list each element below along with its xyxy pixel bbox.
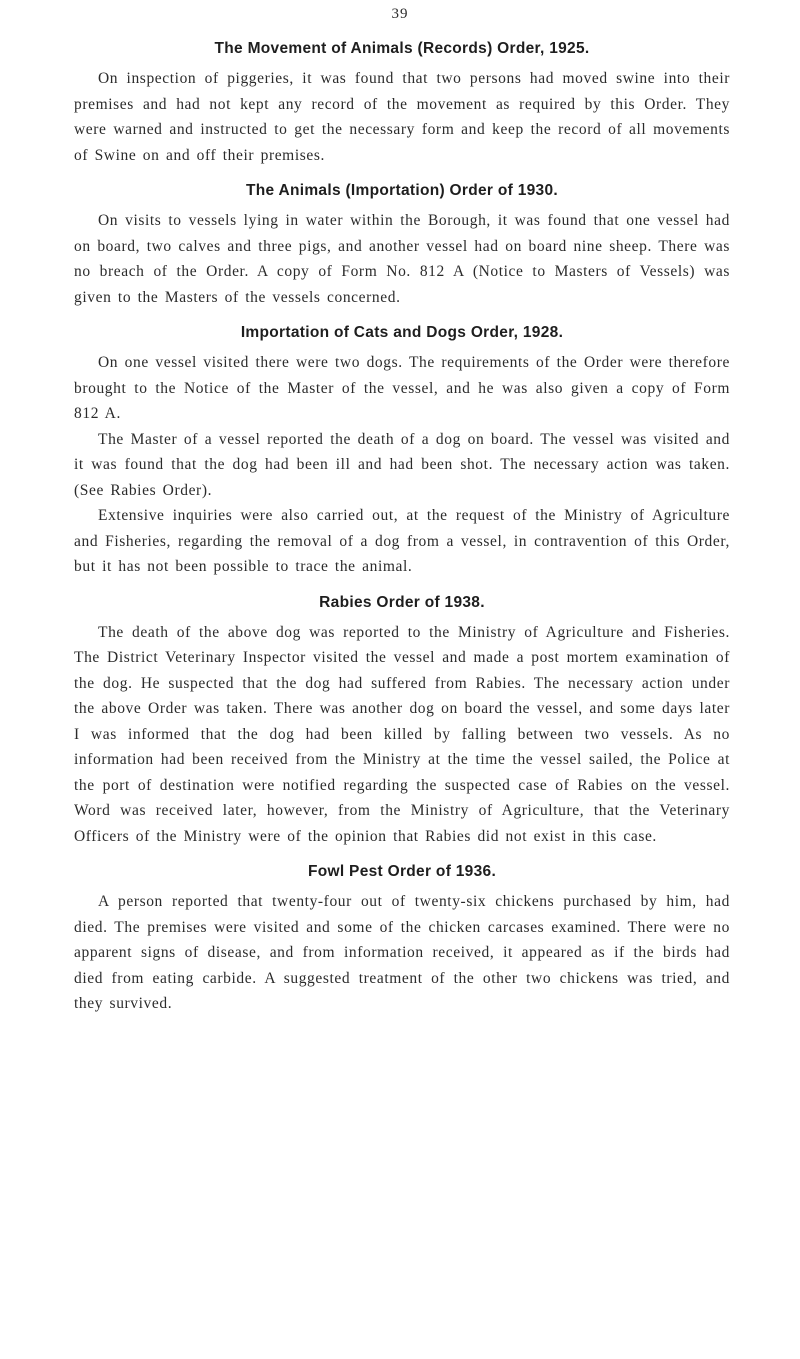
paragraph: A person reported that twenty-four out of twenty-six chickens purchased by him, had died. The premises were visited and some of the chicken carcases examined. There were no apparent signs of disease, and from information received, it appeared as if the birds had died from eating carbide. A suggested treatment of the other two chickens was tried, and they survived.	[74, 893, 730, 1012]
page-number: 39	[391, 6, 409, 22]
document-body	[74, 40, 730, 1017]
section-heading: The Movement of Animals (Records) Order, 1925.	[214, 40, 590, 57]
section-rabies-order	[74, 594, 730, 850]
section-movement-of-animals	[74, 40, 730, 168]
paragraph: On inspection of piggeries, it was found that two persons had moved swine into their premises and had not kept any record of the movement as required by this Order. They were warned and instructed to get the necessary form and keep the record of all movements of Swine on and off their premises.	[74, 70, 730, 164]
section-heading: Rabies Order of 1938.	[319, 593, 485, 611]
paragraph: The Master of a vessel reported the death of a dog on board. The vessel was visited and it was found that the dog had been ill and had been shot. The necessary action was taken. (See Rabies Order).	[74, 430, 730, 499]
paragraph: The death of the above dog was reported to the Ministry of Agriculture and Fisheries. The District Veterinary Inspector visited the vessel and made a post mortem examination of the dog. He suspected that the dog had suffered from Rabies. The necessary action under the above Order was taken. There was another dog on board the vessel, and some days later I was informed that the dog had been killed by falling between two vessels. As no information had been received from the Ministry at the time the vessel sailed, the Police at the port of destination were notified regarding the suspected case of Rabies on the vessel. Word was received later, however, from the Ministry of Agriculture, that the Veterinary Officers of the Ministry were of the opinion that Rabies did not exist in this case.	[74, 623, 730, 845]
paragraph: Extensive inquiries were also carried out, at the request of the Ministry of Agriculture and Fisheries, regarding the removal of a dog from a vessel, in contravention of this Order, but it has not been possible to trace the animal.	[74, 507, 730, 575]
section-animals-importation	[74, 182, 730, 310]
section-cats-and-dogs	[74, 324, 730, 580]
section-heading: The Animals (Importation) Order of 1930.	[245, 182, 558, 199]
paragraph: On one vessel visited there were two dogs. The requirements of the Order were therefore brought to the Notice of the Master of the vessel, and he was also given a copy of Form 812 A.	[74, 354, 730, 422]
section-heading: Importation of Cats and Dogs Order, 1928.	[240, 324, 564, 341]
section-heading: Fowl Pest Order of 1936.	[307, 863, 497, 880]
section-fowl-pest	[74, 863, 730, 1017]
paragraph: On visits to vessels lying in water within the Borough, it was found that one vessel had on board, two calves and three pigs, and another vessel had on board nine sheep. There was no breach of the Order. A copy of Form No. 812 A (Notice to Masters of Vessels) was given to the Masters of the vessels concerned.	[74, 212, 730, 306]
